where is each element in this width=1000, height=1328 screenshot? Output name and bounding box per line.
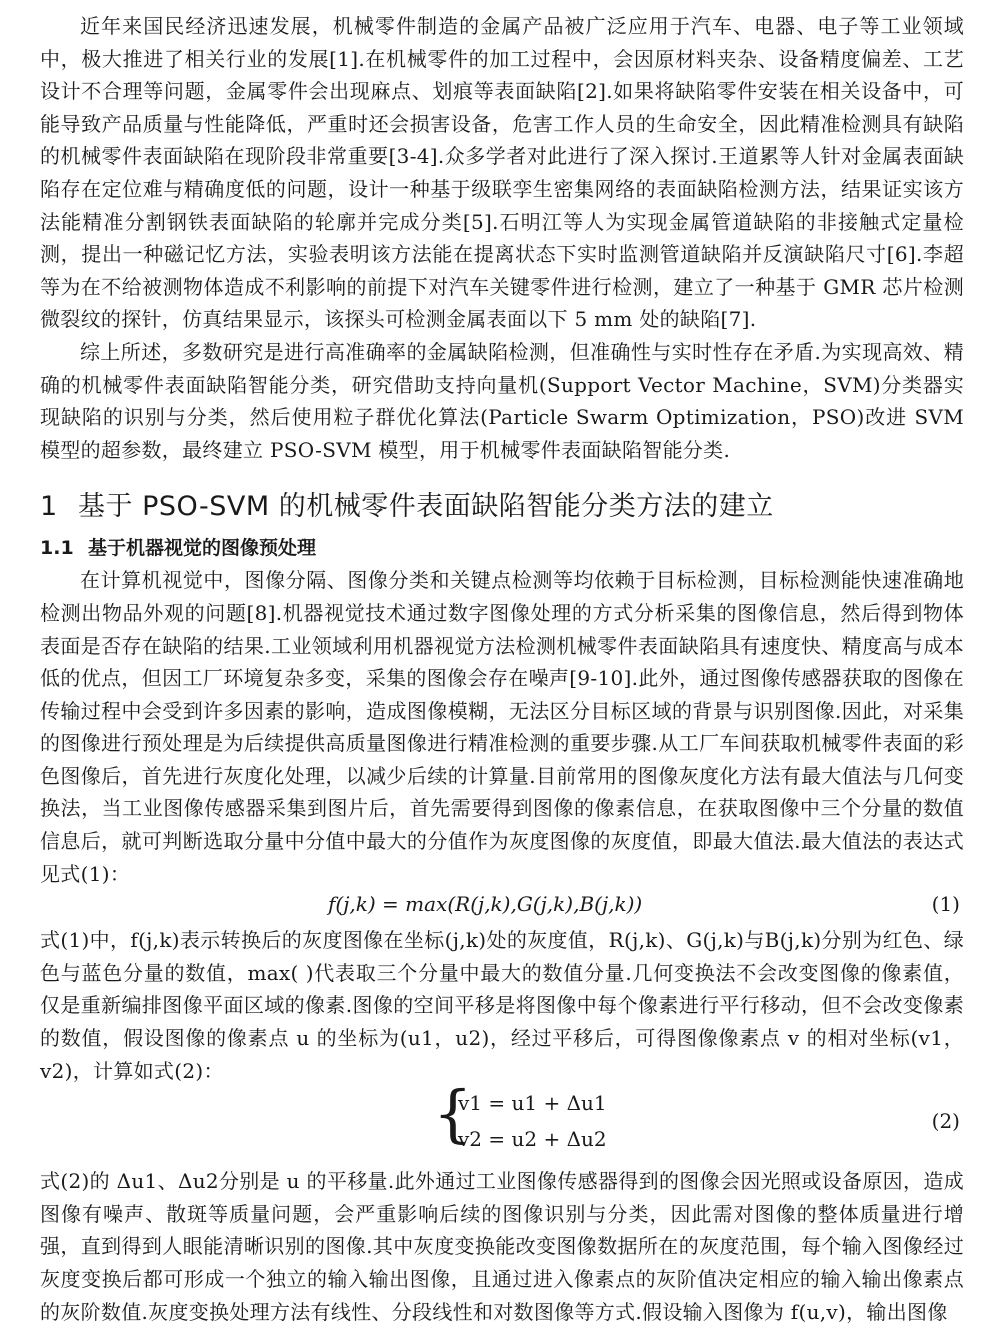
- body-paragraph-5: 式(2)的 Δu1、Δu2分别是 u 的平移量.此外通过工业图像传感器得到的图像会因光照或设备原因，造成图像有噪声、散斑等质量问题，会严重影响后续的图像识别与分类，因此需对图像的整体质量进行增强，直到得到人眼能清晰识别的图像.其中灰度变换能改变图像数据所在的灰度范围，每个输入图像经过灰度变换后都可形成一个独立的输入输出图像，且通过进入像素点的灰阶值决定相应的输入输出像素点的灰阶数值.灰度变换处理方法有线性、分段线性和对数图像等方式.假设输入图像为 f(u,v)，输出图像: [40, 1169, 964, 1324]
- section-number: 1: [40, 491, 58, 523]
- equation-1-number: (1): [931, 892, 960, 917]
- intro-paragraph-1: 近年来国民经济迅速发展，机械零件制造的金属产品被广泛应用于汽车、电器、电子等工业领域中，极大推进了相关行业的发展[1].在机械零件的加工过程中，会因原材料夹杂、设备精度偏差、工艺设计不合理等问题，金属零件会出现麻点、划痕等表面缺陷[2].如果将缺陷零件安装在相关设备中，可能导致产品质量与性能降低，严重时还会损害设备，危害工作人员的生命安全，因此精准检测具有缺陷的机械零件表面缺陷在现阶段非常重要[3-4].众多学者对此进行了深入探讨.王道累等人针对金属表面缺陷存在定位难与精确度低的问题，设计一种基于级联孪生密集网络的表面缺陷检测方法，结果证实该方法能精准分割钢铁表面缺陷的轮廓并完成分类[5].石明江等人为实现金属管道缺陷的非接触式定量检测，提出一种磁记忆方法，实验表明该方法能在提离状态下实时监测管道缺陷并反演缺陷尺寸[6].李超等为在不给被测物体造成不利影响的前提下对汽车关键零件进行检测，建立了一种基于 GMR 芯片检测微裂纹的探针，仿真结果显示，该探头可检测金属表面以下 5 mm 处的缺陷[7].: [40, 14, 964, 332]
- subsection-heading-1-1: [40, 533, 964, 560]
- paper-page: [40, 10, 964, 1328]
- body-paragraph-4: 式(1)中，f(j,k)表示转换后的灰度图像在坐标(j,k)处的灰度值，R(j,k)、G(j,k)与B(j,k)分别为红色、绿色与蓝色分量的数值，max( )代表取三个分量中最大的数值分量.几何变换法不会改变图像的像素值，仅是重新编排图像平面区域的像素.图像的空间平移是将图像中每个像素进行平行移动，但不会改变像素的数值，假设图像的像素点 u 的坐标为(u1，u2)，经过平移后，可得图像像素点 v 的相对坐标(v1，v2)，计算如式(2)：: [40, 928, 964, 1083]
- subsection-number: 1.1: [40, 537, 74, 560]
- equation-2-line-2: v2 = u2 + Δu2: [458, 1127, 607, 1152]
- equation-2-number: (2): [931, 1109, 960, 1134]
- equation-2: [40, 1077, 964, 1165]
- section-title: 基于 PSO-SVM 的机械零件表面缺陷智能分类方法的建立: [78, 491, 774, 523]
- intro-paragraph-2: 综上所述，多数研究是进行高准确率的金属缺陷检测，但准确性与实时性存在矛盾.为实现高效、精确的机械零件表面缺陷智能分类，研究借助支持向量机(Support Vector Machine，SVM)分类器实现缺陷的识别与分类，然后使用粒子群优化算法(Particle Swarm Optimization，PSO)改进 SVM 模型的超参数，最终建立 PSO-SVM 模型，用于机械零件表面缺陷智能分类.: [40, 339, 964, 462]
- equation-1: [40, 890, 964, 924]
- section-heading-1: [40, 484, 964, 523]
- equation-2-brace: {: [433, 1077, 473, 1151]
- equation-2-line-1: v1 = u1 + Δu1: [458, 1091, 607, 1116]
- equation-1-body: f(j,k) = max(R(j,k),G(j,k),B(j,k)): [328, 892, 643, 917]
- body-paragraph-3: 在计算机视觉中，图像分隔、图像分类和关键点检测等均依赖于目标检测，目标检测能快速准确地检测出物品外观的问题[8].机器视觉技术通过数字图像处理的方式分析采集的图像信息，然后得到物体表面是否存在缺陷的结果.工业领域利用机器视觉方法检测机械零件表面缺陷具有速度快、精度高与成本低的优点，但因工厂环境复杂多变，采集的图像会存在噪声[9-10].此外，通过图像传感器获取的图像在传输过程中会受到许多因素的影响，造成图像模糊，无法区分目标区域的背景与识别图像.因此，对采集的图像进行预处理是为后续提供高质量图像进行精准检测的重要步骤.从工厂车间获取机械零件表面的彩色图像后，首先进行灰度化处理，以减少后续的计算量.目前常用的图像灰度化方法有最大值法与几何变换法，当工业图像传感器采集到图片后，首先需要得到图像的像素信息，在获取图像中三个分量的数值信息后，就可判断选取分量中分值中最大的分值作为灰度图像的灰度值，即最大值法.最大值法的表达式见式(1)：: [40, 568, 964, 886]
- subsection-title: 基于机器视觉的图像预处理: [88, 537, 317, 560]
